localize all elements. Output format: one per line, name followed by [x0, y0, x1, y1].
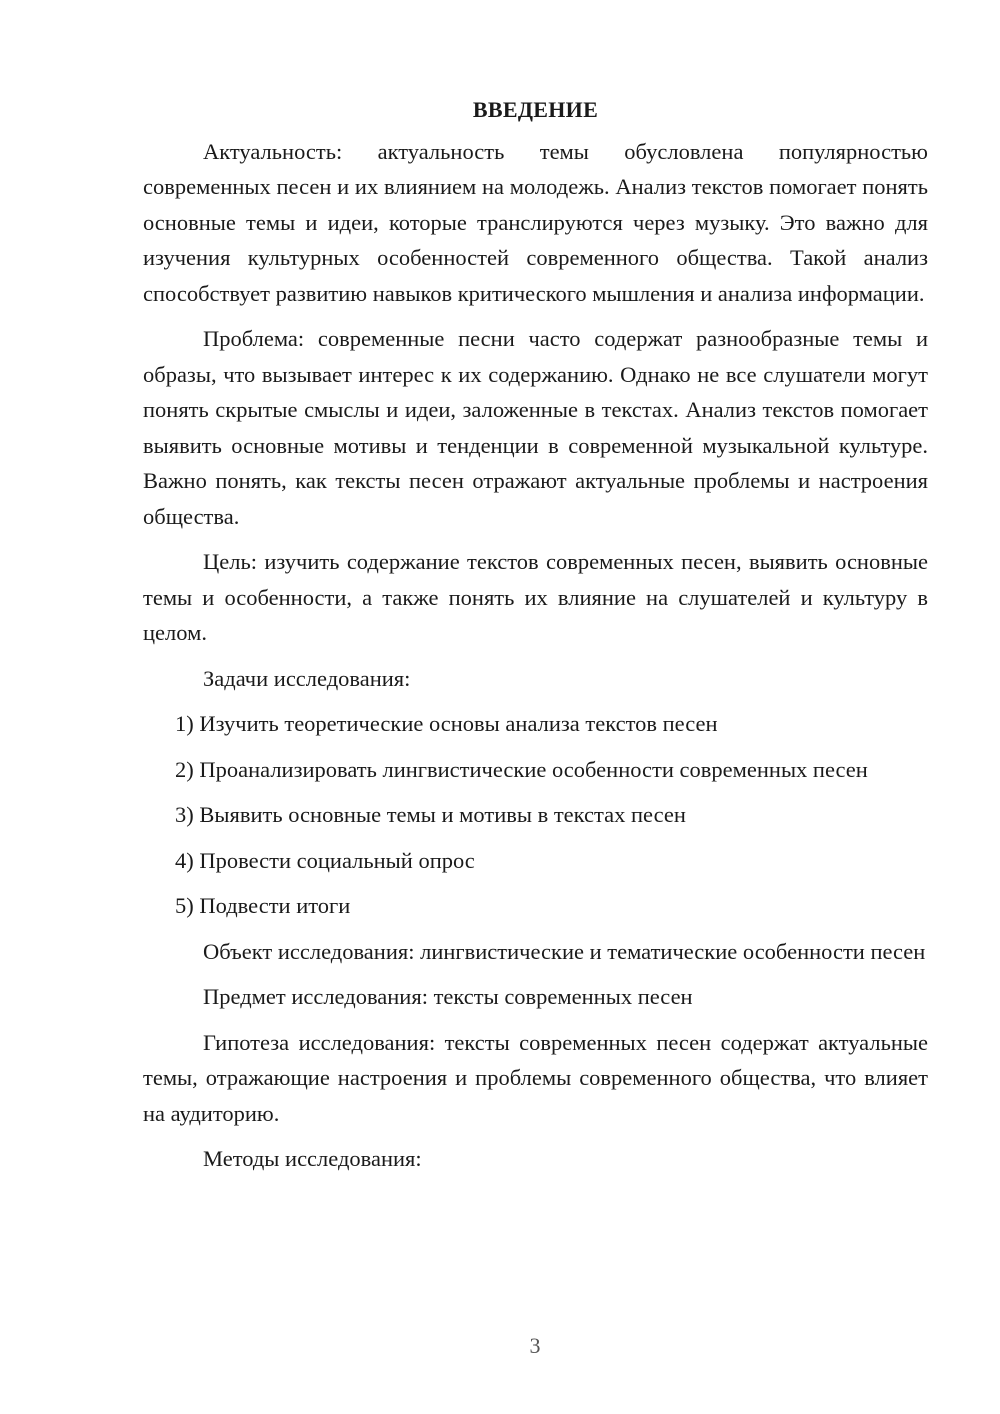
- paragraph-goal: Цель: изучить содержание текстов современных песен, выявить основные темы и особенности, а также понять их влияние на слушателей и культуру в целом.: [143, 549, 928, 645]
- page-number: 3: [529, 1333, 541, 1358]
- paragraph-problem: Проблема: современные песни часто содержат разнообразные темы и образы, что вызывает интерес к их содержанию. Однако не все слушатели могут понять скрытые смыслы и идеи, заложенные в текстах. Анализ текстов помогает выявить основные мотивы и тенденции в современной музыкальной культуре. Важно понять, как тексты песен отражают актуальные проблемы и настроения общества.: [143, 326, 928, 529]
- paragraph-hypothesis: Гипотеза исследования: тексты современных песен содержат актуальные темы, отражающие настроения и проблемы современного общества, что влияет на аудиторию.: [143, 1029, 928, 1126]
- paragraph-tasks-heading: Задачи исследования:: [203, 665, 411, 691]
- paragraph-object: Объект исследования: лингвистические и тематические особенности песен: [203, 938, 926, 964]
- paragraph-relevance: Актуальность: актуальность темы обусловлена популярностью современных песен и их влиянием на молодежь. Анализ текстов помогает понять основные темы и идеи, которые транслируются через музыку. Это важно для изучения культурных особенностей современного общества. Такой анализ способствует развитию навыков критического мышления и анализа информации.: [143, 138, 928, 306]
- paragraph-subject: Предмет исследования: тексты современных песен: [203, 984, 693, 1009]
- task-item: 5) Подвести итоги: [175, 893, 351, 918]
- document-page: [143, 92, 928, 1187]
- task-item: 4) Провести социальный опрос: [175, 847, 475, 873]
- task-item: 1) Изучить теоретические основы анализа текстов песен: [175, 711, 718, 736]
- task-item: 2) Проанализировать лингвистические особенности современных песен: [175, 756, 868, 782]
- task-item: 3) Выявить основные темы и мотивы в текстах песен: [175, 802, 686, 827]
- section-title: ВВЕДЕНИЕ: [472, 97, 599, 122]
- paragraph-methods: Методы исследования:: [203, 1146, 422, 1171]
